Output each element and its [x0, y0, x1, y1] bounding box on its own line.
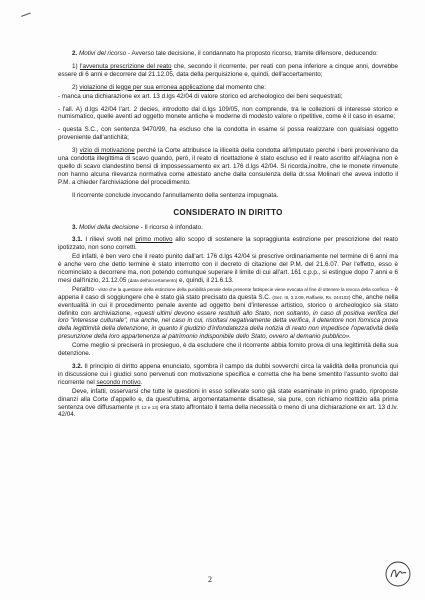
paragraph-motivi-ricorso: 2. Motivi del ricorso - Avverso tale decisione, il condannato ha proposto ricorso, tramite difensore, deducendo: [72, 50, 378, 57]
paragraph-3-1: 3.1. I rilievi svolti nel primo motivo allo scopo di sostenere la sopraggiunta estinzione per prescrizione del reato ipotizzato, non sono corretti. [58, 236, 398, 252]
corner-mark [21, 13, 33, 23]
paragraph-prescrizione: Ed infatti, è ben vero che il reato punito dall'art. 176 d.lgs 42/04 si prescrive ordinariamente nel termine di 6 anni ma è anche vero che detto termine è stato interrotto con il decreto di citazione del P.M. del 21.6.07. Per l'effetto, esso è ricominciato a decorrere ma, non potendo comunque superare il limite di cui all'art. 161 c.p.p., si estingue dopo 7 anni e 6 mesi dall'inizio, 21.12.05 (data dell'accertamento) e, quindi, il 21.6.13. [58, 253, 398, 284]
paragraph-peraltro: Peraltro - visto che la questione della estinzione della punibilità penale della presente fattispecie viene evocata al fine di ottenere la revoca della confisca - è appena il caso di soggiungere che è stato già stato precisato da questa S.C. (Sez. III, 3.2.09, Raffaele, Rv. 244102) che, anche nella eventualità in cui il procedimento penale avente ad oggetto beni d'interesse artistico, storico o archeologico sia stato definito con archiviazione, «questi ultimi devono essere restituiti allo Stato, non soltanto, in caso di positiva verifica del loro "interesse culturale", ma anche, nel caso in cui, risoltasi negativamente detta verifica, il detentore non fornisca prova della legittimità della detenzione, in quanto il giudizio d'infondatezza della notizia di reato non impedisce l'operatività della presunzione della loro appartenenza al patrimonio indisponibile dello Stato, ovvero al demanio pubblico». [58, 285, 398, 341]
page-number: 2 [208, 575, 212, 584]
paragraph-conclusione: Il ricorrente conclude invocando l'annullamento della sentenza impugnata. [72, 191, 279, 199]
paragraph-motivo-3: 3) vizio di motivazione perché la Corte attribuisce la illiceità della condotta all'imputato perché i beni provenivano da una condotta illegittima di scavo quando, però, il reato di ricettazione è stato escluso ed il reato ascritto all'Alagna non è quello di scavo clandestino bensì di impossessamento ex art. 176 d.lgs 42/04. Si ricorda,inoltre, che le monete rinvenute non hanno alcuna rilevanza normativa come attestato anche dalla consulenza della dr.ssa Molinari che aveva indotto il P.M. a chieder l'archiviazione del procedimento. [58, 147, 398, 186]
paragraph-motivi-decisione: 3. Motivi della decisione - Il ricorso è infondato. [72, 223, 203, 231]
list-item: - l'all. A) d.lgs 42/04 l'art. 2 decies, introdotto dal d.lgs 109/05, non comprende, tra le collezioni di interesse storico e numismatico, quelle aventi ad oggetto monete antiche e moderne di modesto valore o ripetitive, come è il caso in esame; [58, 105, 398, 121]
paragraph-prova: Come meglio si preciserà in prosieguo, è da escludere che il ricorrente abbia fornito prova di una legittimità della sua detenzione. [58, 342, 398, 358]
paragraph-questioni: Deve, infatti, osservarsi che tutte le questioni in esso sollevate sono già state esaminate in primo grado, riproposte dinanzi alla Corte d'appello e, da quest'ultima, argomentatamente disattese, sia pure, con richiamo ricettizio alla prima sentenza ove diffusamente (ff. 12 e 13) era stato affrontato il tema della necessità o meno di una dichiarazione ex art. 13 d.lv. 42/04. [58, 387, 398, 419]
list-item: - manca una dichiarazione ex art. 13 d.lgs 42/04 di valore storico ed archeologico dei beni sequestrati; [58, 92, 343, 100]
list-item: - questa S.C., con sentenza 9470/99, ha escluso che la condotta in esame si possa realizzare con qualsiasi oggetto proveniente dall'antichità; [58, 126, 398, 142]
signature-mark [384, 560, 412, 588]
paragraph-motivo-2: 2) violazione di legge per sua erronea applicazione dal momento che: [72, 83, 266, 91]
document-body [58, 50, 398, 424]
paragraph-3-2: 3.2. Il principio di diritto appena enunciato, sgombra il campo da dubbi sovverchi circa la validità della pronuncia qui in discussione cui i giudici sono pervenuti con motivazione specifica e corretta che ha bene smentito l'assunto svolto dal ricorrente nel secondo motivo. [58, 363, 398, 386]
section-heading: CONSIDERATO IN DIRITTO [173, 207, 283, 217]
paragraph-motivo-1: 1) l'avvenuta prescrizione del reato che, secondo il ricorrente, per reati con pena inferiore a cinque anni, dovrebbe essere di 6 anni e decorrere dal 21.12.05, data della perquisizione e, quindi, dell'accertamento; [58, 62, 399, 78]
